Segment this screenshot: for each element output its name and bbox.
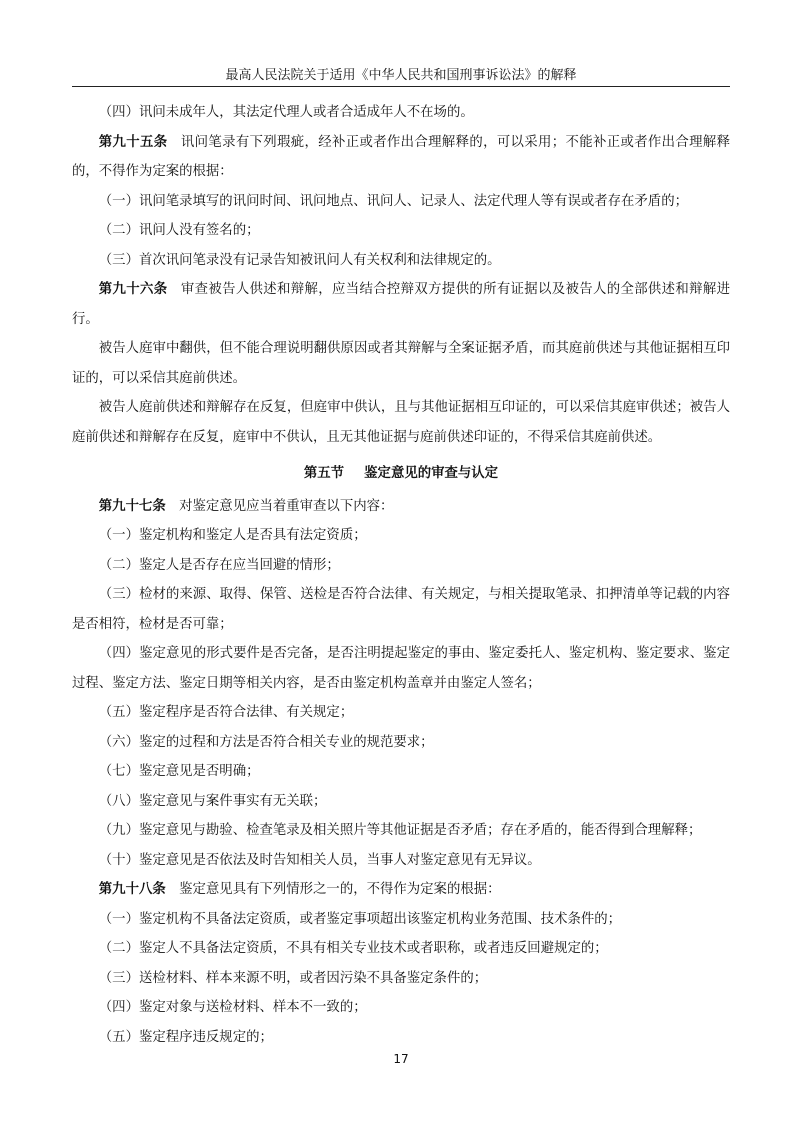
list-item: （四）鉴定意见的形式要件是否完备，是否注明提起鉴定的事由、鉴定委托人、鉴定机构、鉴定要求、鉴定过程、鉴定方法、鉴定日期等相关内容，是否由鉴定机构盖章并由鉴定人签名； (72, 646, 730, 691)
section-title: 鉴定意见的审查与认定 (364, 466, 499, 481)
list-item: （三）送检材料、样本来源不明，或者因污染不具备鉴定条件的； (98, 970, 488, 986)
list-item: （二）鉴定人是否存在应当回避的情形； (98, 557, 340, 573)
section-heading (72, 459, 730, 489)
list-item: （二）鉴定人不具备法定资质，不具有相关专业技术或者职称，或者违反回避规定的； (98, 941, 608, 956)
header-rule (72, 86, 730, 87)
paragraph: 被告人庭审中翻供，但不能合理说明翻供原因或者其辩解与全案证据矛盾，而其庭前供述与其他证据相互印证的，可以采信其庭前供述。 (72, 341, 730, 386)
list-item: （四）鉴定对象与送检材料、样本不一致的； (98, 1000, 367, 1015)
list-item: （六）鉴定的过程和方法是否符合相关专业的规范要求； (98, 734, 434, 750)
list-item: （二）讯问人没有签名的； (98, 223, 260, 238)
list-item: （一）鉴定机构和鉴定人是否具有法定资质； (98, 528, 367, 543)
list-item: （十）鉴定意见是否依法及时告知相关人员，当事人对鉴定意见有无异议。 (98, 852, 541, 868)
list-item: （一）鉴定机构不具备法定资质，或者鉴定事项超出该鉴定机构业务范围、技术条件的； (98, 911, 622, 927)
list-item: （八）鉴定意见与案件事实有无关联； (98, 793, 327, 809)
page-body (72, 98, 730, 1052)
list-item: （一）讯问笔录填写的讯问时间、讯问地点、讯问人、记录人、法定代理人等有误或者存在矛盾的； (98, 193, 688, 209)
article-label: 第九十七条 (98, 498, 166, 514)
article-95 (72, 128, 730, 187)
article-98 (72, 875, 730, 905)
article-label: 第九十八条 (98, 882, 166, 897)
article-label: 第九十五条 (98, 134, 168, 150)
paragraph: 被告人庭前供述和辩解存在反复，但庭审中供认，且与其他证据相互印证的，可以采信其庭审供述；被告人庭前供述和辩解存在反复，庭审中不供认，且无其他证据与庭前供述印证的，不得采信其庭前供述。 (72, 400, 730, 445)
article-text: 讯问笔录有下列瑕疵，经补正或者作出合理解释的，可以采用；不能补正或者作出合理解释的，不得作为定案的根据： (72, 134, 731, 179)
article-label: 第九十六条 (98, 282, 168, 297)
paragraph: （四）讯问未成年人，其法定代理人或者合适成年人不在场的。 (98, 105, 474, 120)
list-item: （七）鉴定意见是否明确； (98, 764, 260, 779)
page-number: 17 (393, 1052, 409, 1066)
article-96 (72, 275, 730, 334)
article-text: 审查被告人供述和辩解，应当结合控辩双方提供的所有证据以及被告人的全部供述和辩解进行。 (72, 282, 731, 327)
list-item: （五）鉴定程序违反规定的； (98, 1029, 273, 1045)
list-item: （三）检材的来源、取得、保管、送检是否符合法律、有关规定，与相关提取笔录、扣押清单等记载的内容是否相符，检材是否可靠； (72, 587, 730, 632)
list-item: （五）鉴定程序是否符合法律、有关规定； (98, 705, 354, 720)
list-item: （三）首次讯问笔录没有记录告知被讯问人有关权利和法律规定的。 (98, 252, 501, 268)
list-item: （九）鉴定意见与勘验、检查笔录及相关照片等其他证据是否矛盾；存在矛盾的，能否得到合理解释； (98, 823, 702, 838)
article-text: 鉴定意见具有下列情形之一的，不得作为定案的根据： (179, 882, 501, 897)
article-text: 对鉴定意见应当着重审查以下内容： (179, 498, 394, 514)
running-header: 最高人民法院关于适用《中华人民共和国刑事诉讼法》的解释 (225, 68, 577, 83)
article-97 (72, 492, 730, 522)
section-number: 第五节 (303, 466, 345, 481)
